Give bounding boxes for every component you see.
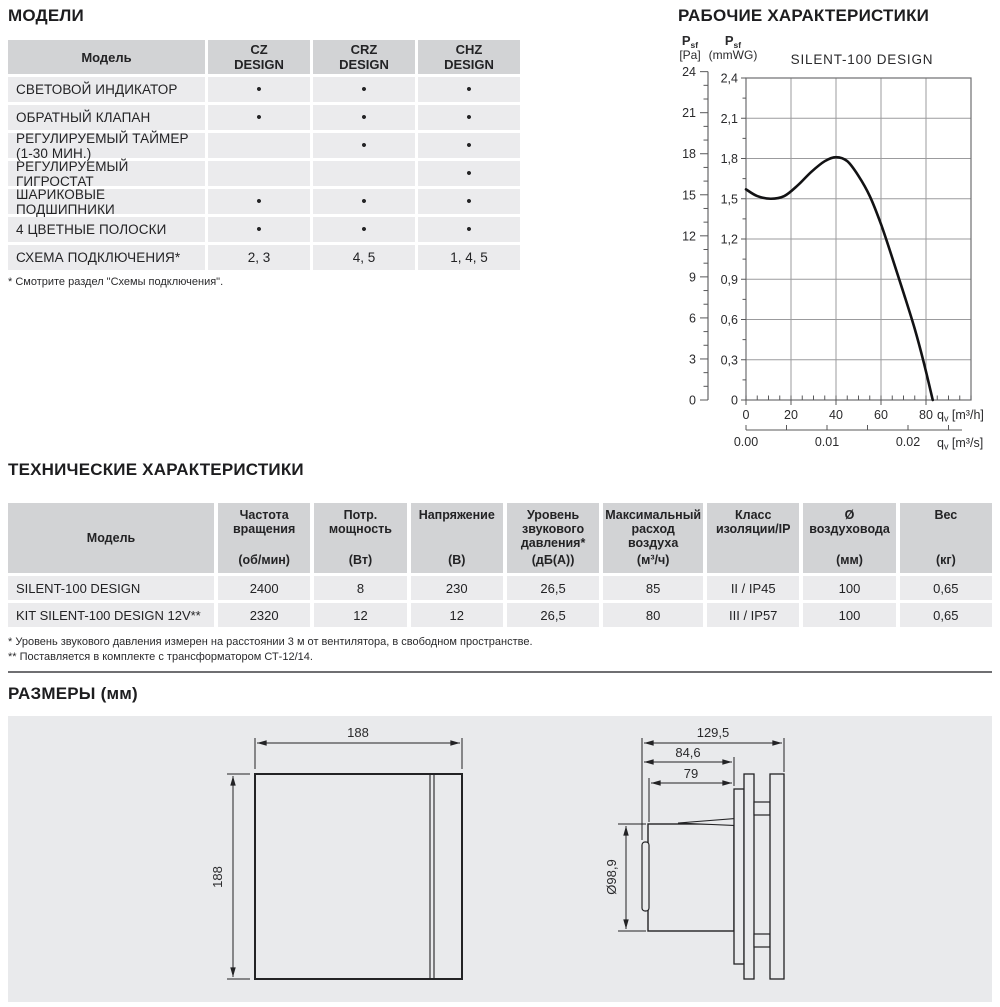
svg-text:0,9: 0,9 — [720, 272, 738, 287]
tech-col-header — [803, 503, 895, 573]
tech-footnote-2: ** Поставляется в комплекте с трансформатором СТ-12/14. — [8, 651, 313, 663]
svg-text:0.00: 0.00 — [733, 435, 759, 449]
feature-dot: • — [313, 105, 415, 130]
svg-text:18: 18 — [682, 147, 696, 162]
svg-text:Psf: $P_{sf}$ — [724, 33, 742, 50]
tech-col-unit: (кг) — [935, 553, 956, 567]
svg-text:2,4: 2,4 — [720, 71, 738, 86]
tech-value: 0,65 — [900, 603, 992, 627]
feature-label: СХЕМА ПОДКЛЮЧЕНИЯ* — [8, 245, 205, 270]
side-depth-body-label: 84,6 — [675, 745, 701, 760]
tech-col-unit: (дБ(А)) — [531, 553, 575, 567]
tech-table — [8, 503, 992, 627]
tech-value: 2320 — [218, 603, 310, 627]
tech-col-header — [8, 503, 214, 573]
side-depth-total-label: 129,5 — [696, 725, 730, 740]
front-panel-outline — [255, 774, 462, 979]
svg-text:1,2: 1,2 — [720, 232, 738, 247]
svg-text:0: 0 — [689, 393, 696, 408]
tech-value: 230 — [411, 576, 503, 600]
svg-text:1,5: 1,5 — [720, 192, 738, 207]
feature-label: РЕГУЛИРУЕМЫЙ ТАЙМЕР (1-30 МИН.) — [8, 133, 205, 158]
feature-dot — [208, 133, 310, 158]
svg-text:0.02: 0.02 — [895, 435, 921, 449]
feature-dot: • — [418, 161, 520, 186]
feature-dot: • — [208, 189, 310, 214]
tech-value: III / IP57 — [707, 603, 799, 627]
panel-connector-top — [754, 802, 770, 815]
feature-label: ШАРИКОВЫЕ ПОДШИПНИКИ — [8, 189, 205, 214]
tech-col-name: Частота вращения — [232, 508, 296, 536]
feature-label: 4 ЦВЕТНЫЕ ПОЛОСКИ — [8, 217, 205, 242]
svg-text:Psf: $P_{sf}$ — [681, 33, 699, 50]
tech-col-unit: (В) — [448, 553, 466, 567]
svg-text:2,1: 2,1 — [720, 111, 738, 126]
tech-value: 85 — [603, 576, 703, 600]
svg-text:3: 3 — [689, 352, 696, 367]
svg-text:12: 12 — [682, 229, 696, 244]
feature-label: СВЕТОВОЙ ИНДИКАТОР — [8, 77, 205, 102]
tech-col-unit: (об/мин) — [238, 553, 290, 567]
models-section-title: МОДЕЛИ — [8, 6, 84, 25]
tech-col-header — [314, 503, 406, 573]
svg-text:9: 9 — [689, 270, 696, 285]
feature-dot: • — [208, 105, 310, 130]
svg-text:0.01: 0.01 — [814, 435, 840, 449]
tech-value: 0,65 — [900, 576, 992, 600]
tech-value: II / IP45 — [707, 576, 799, 600]
svg-text:0,3: 0,3 — [720, 353, 738, 368]
side-view-drawing — [642, 774, 784, 979]
svg-text:40: 40 — [829, 408, 843, 422]
svg-text:0,6: 0,6 — [720, 313, 738, 327]
svg-text:[Pa]: [Pa] — [679, 48, 701, 62]
duct-tube — [648, 824, 734, 931]
dimensions-panel — [8, 716, 992, 1002]
feature-dot: • — [313, 77, 415, 102]
front-height-label: 188 — [210, 866, 225, 888]
svg-text:SILENT-100 DESIGN: SILENT-100 DESIGN — [790, 52, 934, 67]
tech-col-header — [900, 503, 992, 573]
back-frame — [744, 774, 754, 979]
tech-col-unit: (м³/ч) — [636, 553, 670, 567]
models-col-header: CHZ DESIGN — [418, 40, 520, 74]
svg-text:0: 0 — [742, 408, 750, 422]
tech-value: 100 — [803, 576, 895, 600]
tech-col-header — [707, 503, 799, 573]
wiring-diagram-value: 2, 3 — [208, 245, 310, 270]
feature-dot: • — [418, 217, 520, 242]
tech-col-name: Вес — [934, 508, 958, 522]
tech-value: 12 — [411, 603, 503, 627]
models-col-header: CRZ DESIGN — [313, 40, 415, 74]
models-table — [8, 40, 520, 270]
tech-col-header — [507, 503, 599, 573]
models-footnote: * Смотрите раздел "Схемы подключения". — [8, 276, 224, 288]
dimension-drawings — [8, 716, 992, 1002]
tech-model-name: KIT SILENT-100 DESIGN 12V** — [8, 603, 214, 627]
front-width-label: 188 — [347, 725, 369, 740]
tech-value: 26,5 — [507, 576, 599, 600]
dimensions-section-title: РАЗМЕРЫ (мм) — [8, 684, 138, 703]
feature-dot: • — [313, 217, 415, 242]
svg-text:15: 15 — [682, 188, 696, 203]
side-diameter-label: Ø98,9 — [604, 859, 619, 895]
wiring-diagram-value: 1, 4, 5 — [418, 245, 520, 270]
feature-dot: • — [313, 189, 415, 214]
tech-footnote-1: * Уровень звукового давления измерен на расстоянии 3 м от вентилятора, в свободном пространстве. — [8, 636, 533, 648]
svg-text:1,8: 1,8 — [720, 152, 738, 166]
front-view-drawing — [227, 738, 462, 979]
svg-text:6: 6 — [689, 311, 696, 326]
performance-chart — [660, 28, 1000, 458]
wiring-diagram-value: 4, 5 — [313, 245, 415, 270]
feature-dot: • — [418, 105, 520, 130]
svg-text:20: 20 — [784, 408, 798, 422]
tech-value: 12 — [314, 603, 406, 627]
performance-section-title: РАБОЧИЕ ХАРАКТЕРИСТИКИ — [678, 6, 930, 25]
tech-col-name: Максимальный расход воздуха — [605, 508, 702, 550]
side-duct-length-label: 79 — [683, 766, 699, 781]
panel-connector-bottom — [754, 934, 770, 947]
feature-dot: • — [313, 133, 415, 158]
feature-dot: • — [418, 77, 520, 102]
tech-value: 2400 — [218, 576, 310, 600]
svg-text:qv [m³/h]: $q_v$ [m³/h] — [937, 408, 984, 424]
tech-col-header — [411, 503, 503, 573]
svg-text:80: 80 — [919, 408, 933, 422]
tech-col-header — [218, 503, 310, 573]
tech-col-name: Напряжение — [418, 508, 495, 522]
feature-label: ОБРАТНЫЙ КЛАПАН — [8, 105, 205, 130]
tech-section-title: ТЕХНИЧЕСКИЕ ХАРАКТЕРИСТИКИ — [8, 460, 304, 479]
tech-value: 100 — [803, 603, 895, 627]
duct-flange — [642, 842, 649, 911]
front-cover-side — [770, 774, 784, 979]
models-col-header: Модель — [8, 40, 205, 74]
models-col-header: CZ DESIGN — [208, 40, 310, 74]
svg-text:60: 60 — [874, 408, 888, 422]
tech-col-name: Модель — [86, 530, 136, 545]
tech-col-name: Потр. мощность — [328, 508, 392, 536]
back-plate — [734, 789, 744, 964]
tech-col-header — [603, 503, 703, 573]
feature-dot: • — [208, 77, 310, 102]
tech-value: 26,5 — [507, 603, 599, 627]
tech-col-name: Уровень звукового давления* — [520, 508, 586, 550]
svg-text:qv [m³/s]: $q_v$ [m³/s] — [937, 436, 984, 452]
feature-dot: • — [418, 189, 520, 214]
tech-value: 8 — [314, 576, 406, 600]
section-divider — [8, 671, 992, 673]
feature-label: РЕГУЛИРУЕМЫЙ ГИГРОСТАТ — [8, 161, 205, 186]
tech-model-name: SILENT-100 DESIGN — [8, 576, 214, 600]
tech-col-unit: (мм) — [836, 553, 863, 567]
tech-value: 80 — [603, 603, 703, 627]
svg-text:0: 0 — [731, 393, 738, 408]
tech-col-name: Класс изоляции/IP — [715, 508, 791, 536]
svg-text:(mmWG): (mmWG) — [708, 48, 758, 62]
feature-dot — [208, 161, 310, 186]
feature-dot — [313, 161, 415, 186]
tech-col-name: Ø воздуховода — [809, 508, 890, 536]
feature-dot: • — [208, 217, 310, 242]
svg-text:21: 21 — [682, 106, 696, 121]
tech-col-unit: (Вт) — [348, 553, 373, 567]
svg-text:24: 24 — [682, 65, 696, 80]
feature-dot: • — [418, 133, 520, 158]
